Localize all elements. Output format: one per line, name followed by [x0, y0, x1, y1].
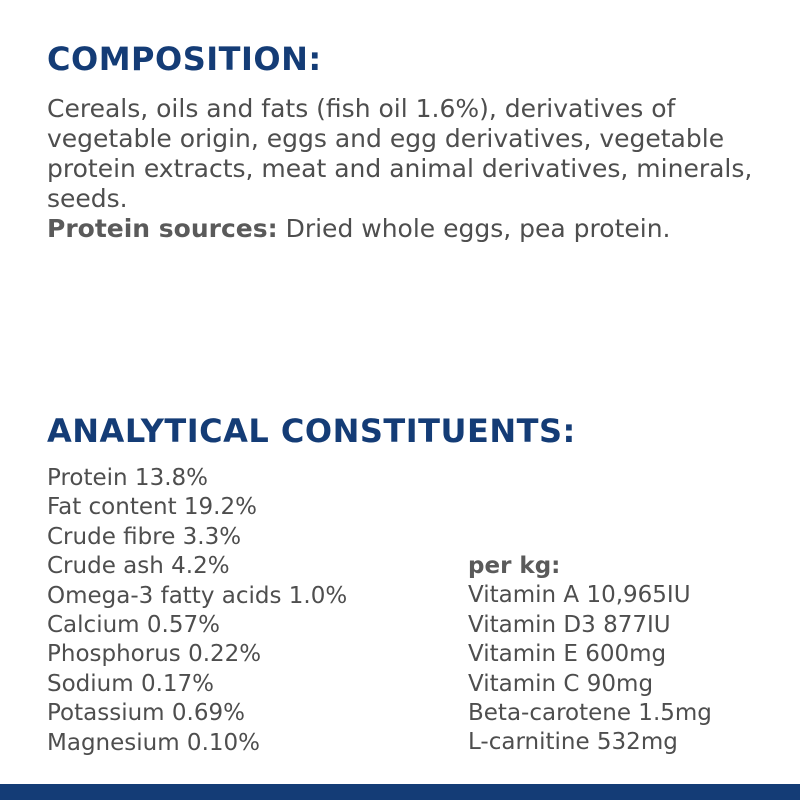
per-kg-item: Beta-carotene 1.5mg: [468, 700, 712, 727]
constituent-item: Omega-3 fatty acids 1.0%: [47, 582, 348, 609]
analytical-constituents-heading: ANALYTICAL CONSTITUENTS:: [47, 412, 576, 450]
protein-sources: [47, 214, 767, 244]
constituent-item: Phosphorus 0.22%: [47, 641, 262, 668]
constituent-item: Magnesium 0.10%: [47, 729, 260, 756]
footer-bar: [0, 784, 800, 800]
per-kg-item: L-carnitine 532mg: [468, 729, 678, 756]
constituent-item: Crude ash 4.2%: [47, 553, 230, 580]
per-kg-item: Vitamin A 10,965IU: [468, 582, 691, 609]
protein-sources-label: Protein sources:: [47, 214, 278, 243]
per-kg-item: Vitamin C 90mg: [468, 670, 654, 697]
composition-heading: COMPOSITION:: [47, 40, 322, 78]
per-kg-list: [468, 552, 712, 758]
composition-text: Cereals, oils and fats (fish oil 1.6%), derivatives of vegetable origin, eggs and egg derivatives, vegetable protein extracts, meat and animal derivatives, minerals, seeds.: [47, 94, 753, 213]
constituent-item: Protein 13.8%: [47, 465, 208, 491]
per-kg-item: Vitamin E 600mg: [468, 641, 667, 668]
constituent-item: Potassium 0.69%: [47, 700, 245, 727]
constituents-list: [47, 464, 347, 758]
per-kg-item: Vitamin D3 877IU: [468, 611, 671, 638]
protein-sources-value: Dried whole eggs, pea protein.: [277, 214, 671, 243]
per-kg-label: per kg:: [468, 553, 561, 579]
composition-body: [47, 94, 767, 244]
constituent-item: Fat content 19.2%: [47, 494, 257, 521]
constituent-item: Sodium 0.17%: [47, 670, 215, 697]
constituent-item: Crude fibre 3.3%: [47, 523, 242, 550]
constituent-item: Calcium 0.57%: [47, 612, 220, 639]
